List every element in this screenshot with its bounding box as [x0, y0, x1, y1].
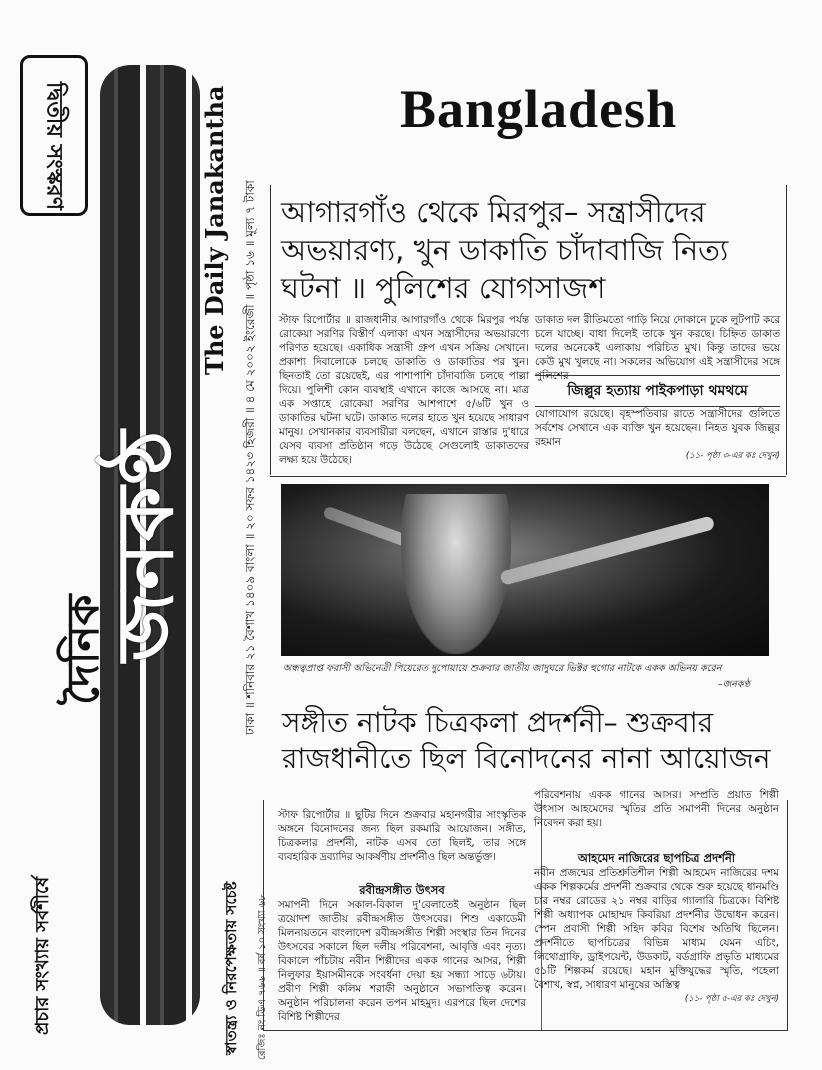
article-1-column-2b: [535, 407, 780, 463]
photo-figure: [401, 494, 511, 654]
article-2-body: [263, 789, 788, 1031]
article-1-column-2b-text: যোগাযোগ রয়েছে। বৃহস্পতিবার রাতে সন্ত্রাসীদের গুলিতে সর্বশেষ সেখানে এক ব্যক্তি খুন হয়েছেন। নিহত যুবক জিল্লুর রহমান: [535, 408, 780, 448]
article-1-column-2: ডাকাত দল রীতিমতো গাড়ি নিয়ে দোকানে ঢুকে লুটপাট করে চলে যাচ্ছে। বাধা দিলেই তাকে খুন করছে। চিহ্নিত ডাকাত দলের অনেকেই এলাকায় পরিচিত মুখ। কিন্তু তাদের ভয়ে কেউ মুখ খুলছে না। সকলের অভিযোগ এই সন্ত্রাসীদের সঙ্গে পুলিশের: [535, 314, 780, 382]
article-2-headline: সঙ্গীত নাটক চিত্রকলা প্রদর্শনী– শুক্রবার রাজধানীতে ছিল বিনোদনের নানা আয়োজন: [282, 706, 771, 775]
edition-label: দ্বিতীয় সংস্করণ: [41, 81, 67, 211]
divider-rule: [270, 476, 786, 477]
article-2-subhead-1: রবীন্দ্রসঙ্গীত উৎসব: [359, 883, 445, 897]
photo-caption: অন্ধত্বপ্রাপ্ত ফরাসী অভিনেত্রী পিয়েরেত দুপোয়ায়ে শুক্রবার জাতীয় জাদুঘরে ভিক্টর হুগোর নাটকে একক অভিনয় করেন: [283, 663, 722, 674]
masthead-registration: রেজিঃ নং ডিএ ৭৬৬ ॥ বর্ষ ১০ সংখ্যা ৬৮: [257, 894, 268, 1060]
article-1-subhead: জিল্লুর হত্যায় পাইকপাড়া থমথমে: [535, 375, 780, 407]
article-1-headline: আগারগাঁও থেকে মিরপুর– সন্ত্রাসীদের অভয়ারণ্য, খুন ডাকাতি চাঁদাবাজি নিত্য ঘটনা ॥ পুলিশের যোগসাজশ: [281, 195, 729, 305]
masthead-paper-name: জনকণ্ঠ: [100, 428, 191, 662]
article-2-subhead-2: আহমেদ নাজিরের ছাপচিত্র প্রদর্শনী: [577, 851, 736, 865]
article-1-column-1: স্টাফ রিপোর্টার ॥ রাজধানীর আগারগাঁও থেকে মিরপুর পর্যন্ত রোকেয়া সরণির বিস্তীর্ণ এলাকা এখন সন্ত্রাসীদের অভয়ারণ্যে পরিণত হয়েছে। একাধিক সন্ত্রাসী গ্রুপ এখন সক্রিয় সেখানে। প্রকাশ্য দিবালোকে চলছে ডাকাতি ও ডাকাতির পর খুন। ছিনতাই তো রয়েছেই, এর পাশাপাশি চাঁদাবাজি চলছে পাল্লা দিয়ে। পুলিশী কোন ব্যবস্থাই এখানে কাজে আসছে না। মাত্র এক সপ্তাহে রোকেয়া সরণির আশপাশে ৫/৬টি খুন ও ডাকাতির ঘটনা ঘটে। ডাকাত দলের হাতে খুন হয়েছে সাধারণ মানুষ। সেখানকার ব্যবসায়ীরা বলছেন, এখানে রাস্তার দু'ধারে যেসব ব্যবসা প্রতিষ্ঠান গড়ে উঠেছে সেগুলোই ডাকাতদের লক্ষ্য হয়ে উঠেছে।: [279, 314, 529, 466]
article-2-column-2b: [534, 866, 779, 1006]
article-1-jump: (১১- পৃষ্ঠা ৩-এর কঃ দেখুন): [685, 451, 780, 461]
masthead: [20, 45, 270, 1055]
article-2-jump: (১১- পৃষ্ঠা ৫-এর কঃ দেখুন): [684, 994, 779, 1004]
photo-figure-arm-right: [499, 515, 715, 585]
country-label: Bangladesh: [400, 79, 678, 139]
article-2-column-1b: সমাপনী দিনে সকাল-বিকাল দু'বেলাতেই অনুষ্ঠান ছিল ত্রয়োদশ জাতীয় রবীন্দ্রসঙ্গীত উৎসবের। শিশু একাডেমী মিলনায়তনে বাংলাদেশ রবীন্দ্রসঙ্গীত শিল্পী সংস্থার তিন দিনের উৎসবের সকালে ছিল দলীয় পরিবেশনা, আবৃত্তি এবং নৃত্য। বিকালে পাঁচটায় নবীন শিল্পীদের একক গানের আসর, শিল্পী নিলুফার ইয়াসমীনকে সংবর্ধনা দেয়া হয় সন্ধ্যা সাড়ে ৬টায়। প্রবীণ শিল্পী কলিম শরাফী অনুষ্ঠানে সভাপতিত্ব করেন। অনুষ্ঠান পরিচালনা করেন তপন মাহমুদ। এরপরে ছিল দেশের বিশিষ্ট শিল্পীদের: [278, 899, 526, 1023]
masthead-date-line: ঢাকা ॥ শনিবার ২১ বৈশাখ ১৪০৯ বাংলা ॥ ২০ সফর ১৪২৩ হিজরী ॥ ৪ মে ২০০২ ইংরেজী ॥ পৃষ্ঠা ১৬ ॥ মূল্য ৭ টাকা: [243, 180, 257, 735]
masthead-slogan-bottom: স্বাতন্ত্র্য ও নিরপেক্ষতায় সচেষ্ট: [222, 881, 240, 1055]
article-2-column-2b-text: নবীন প্রজন্মের প্রতিশ্রুতিশীল শিল্পী আহমেদ নাজিরের দশম একক শিল্পকর্মের প্রদর্শনী শুক্রবার থেকে শুরু হয়েছে ধানমণ্ডি চার নম্বর রোডের ২১ নম্বর বাড়ির গ্যালারি চিত্রকে। বিশিষ্ট শিল্পী অধ্যাপক মোহাম্মদ কিবরিয়া প্রদর্শনীর উদ্বোধন করেন। স্পেন প্রবাসী শিল্পী সহিদ কবির বিশেষ অতিথি ছিলেন। প্রদর্শনীতে ছাপচিত্রের বিভিন্ন মাধ্যম যেমন এচিং, লিথোগ্রাফি, ড্রাইপয়েন্ট, উডকাট, বর্ডগ্রাফি প্রভৃতি মাধ্যমের ৫১টি শিল্পকর্ম রয়েছে। মহান মুক্তিযুদ্ধের স্মৃতি, পহেলা বৈশাখ, স্বপ্ন, সাধারণ মানুষের অস্তিত্ব: [534, 867, 779, 991]
article-2-column-2: পরিবেশনায় একক গানের আসর। সম্প্রতি প্রয়াত শিল্পী উৎসাস আহমেদের স্মৃতির প্রতি সমাপনী দিনের অনুষ্ঠান নিবেদন করা হয়।: [534, 789, 779, 829]
article-2-column-1: স্টাফ রিপোর্টার ॥ ছুটির দিনে শুক্রবার মহানগরীর সাংস্কৃতিক অঙ্গনে বিনোদনের জন্য ছিল রকমারি আয়োজন। সঙ্গীত, চিত্রকলার প্রদর্শনী, নাটক এসব তো ছিলই, তার সঙ্গে ব্যবহারিক দ্রব্যাদির আকর্ষণীয় প্রদর্শনীও ছিল অন্তর্ভুক্ত।: [278, 809, 526, 863]
masthead-english-name: The Daily Janakantha: [200, 85, 229, 375]
photo-credit: –জনকণ্ঠ: [718, 679, 751, 690]
article-1: [270, 185, 787, 475]
performance-photo: [281, 484, 769, 656]
masthead-prefix: দৈনিক: [58, 594, 109, 705]
masthead-slogan-top: প্রচার সংখ্যায় সর্বশীর্ষে: [32, 876, 53, 1035]
edition-box: [20, 55, 88, 216]
